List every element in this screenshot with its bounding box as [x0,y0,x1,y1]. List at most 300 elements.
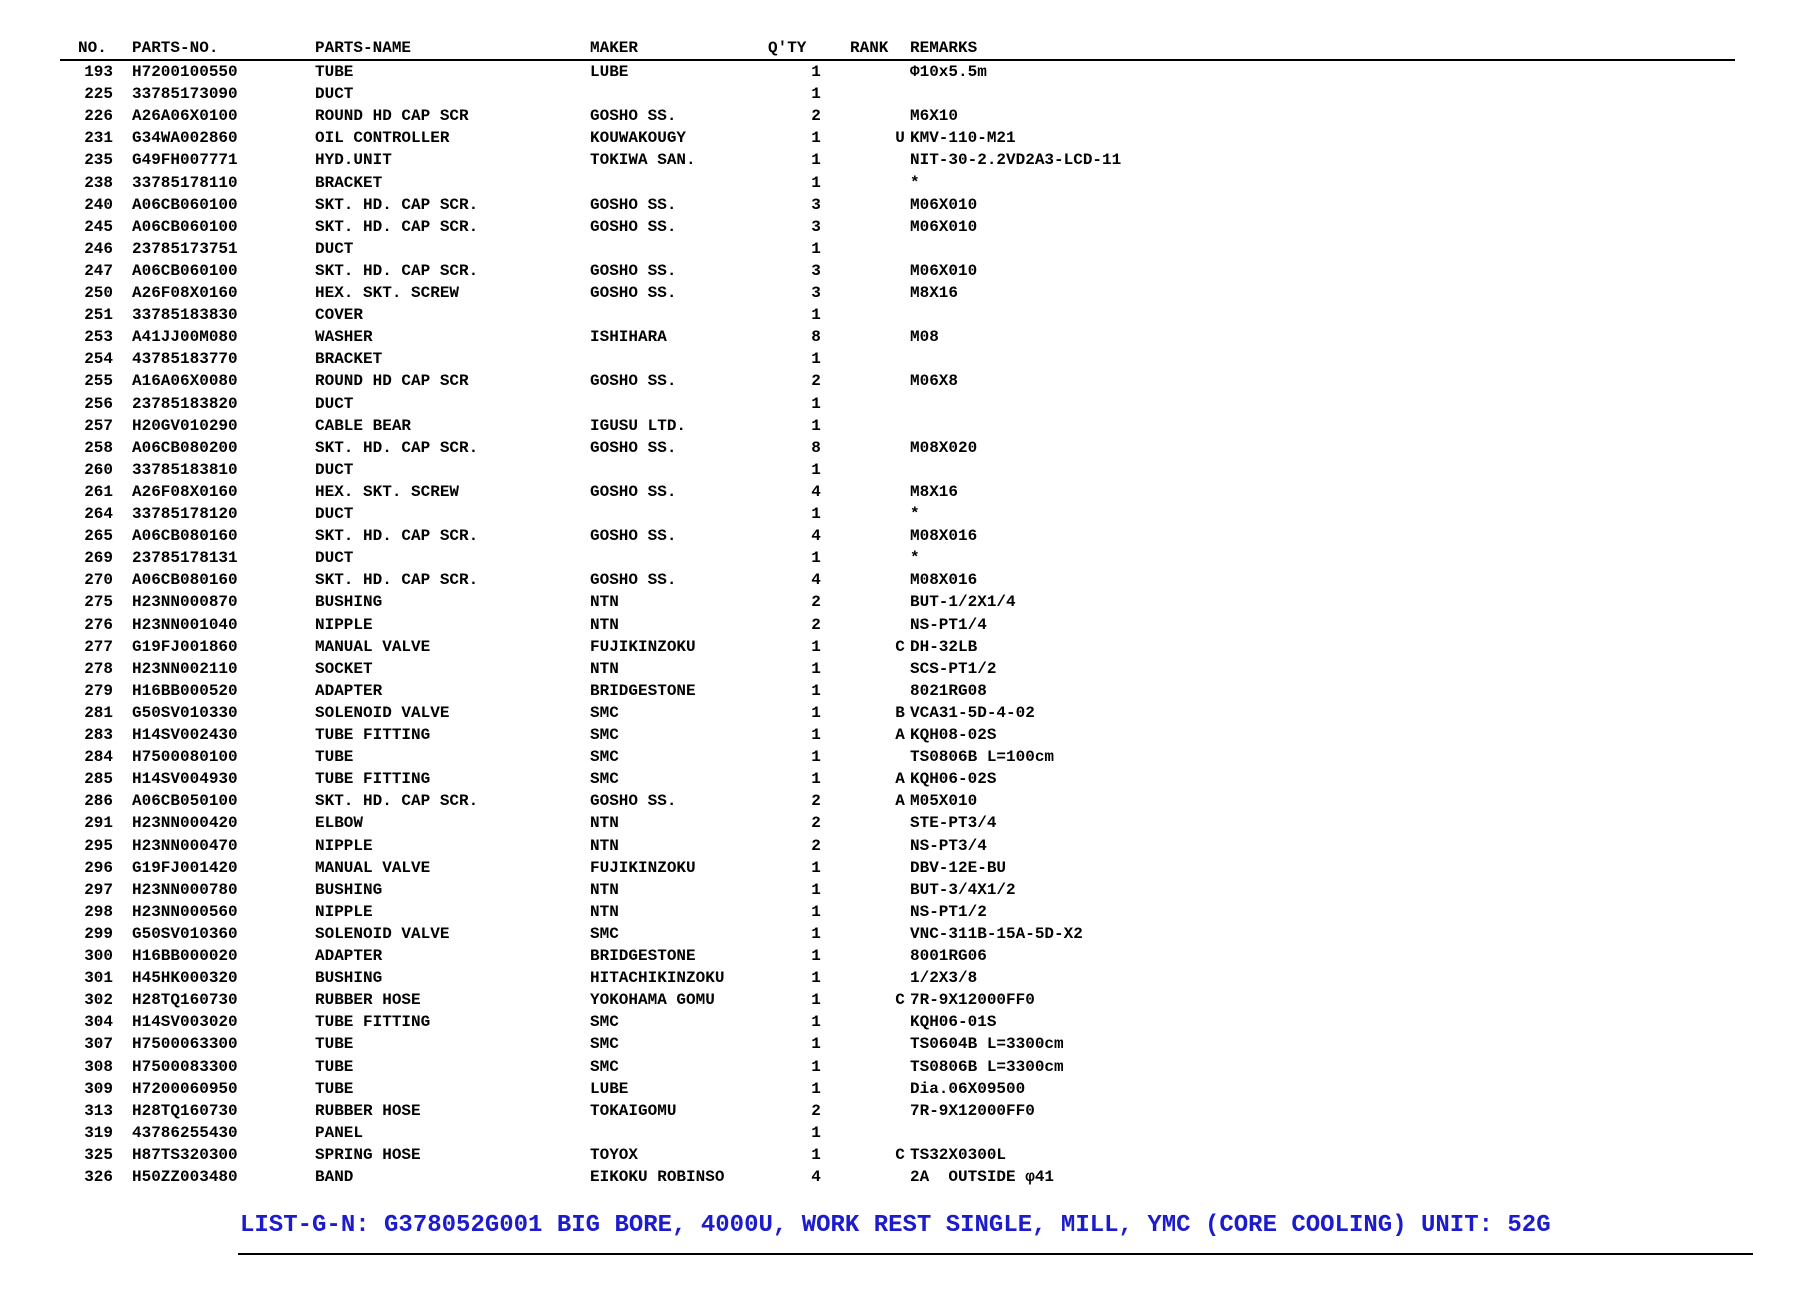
cell-maker: NTN [590,814,619,832]
cell-parts-no: H28TQ160730 [132,991,238,1009]
cell-parts-no: H23NN001040 [132,616,238,634]
cell-parts-no: A16A06X0080 [132,372,238,390]
cell-qty: 1 [811,174,821,192]
cell-qty: 2 [811,593,821,611]
table-row [60,393,1740,415]
cell-parts-name: OIL CONTROLLER [315,129,450,147]
cell-qty: 1 [811,638,821,656]
cell-qty: 4 [811,1168,821,1186]
cell-qty: 1 [811,969,821,987]
cell-rank: U [895,129,905,147]
cell-parts-no: H7200060950 [132,1080,238,1098]
cell-no: 297 [84,881,113,899]
cell-qty: 1 [811,505,821,523]
cell-qty: 3 [811,284,821,302]
cell-remarks: KMV-110-M21 [910,129,1016,147]
cell-maker: GOSHO SS. [590,196,677,214]
cell-parts-no: H23NN000560 [132,903,238,921]
table-row [60,216,1740,238]
cell-qty: 1 [811,991,821,1009]
cell-remarks: 7R-9X12000FF0 [910,1102,1035,1120]
cell-maker: LUBE [590,63,629,81]
header-no: NO. [78,39,107,57]
cell-no: 298 [84,903,113,921]
table-row [60,282,1740,304]
cell-no: 226 [84,107,113,125]
cell-no: 240 [84,196,113,214]
cell-remarks: KQH06-02S [910,770,997,788]
cell-no: 258 [84,439,113,457]
cell-parts-name: SKT. HD. CAP SCR. [315,262,479,280]
cell-no: 299 [84,925,113,943]
cell-remarks: Dia.06X09500 [910,1080,1026,1098]
cell-no: 256 [84,395,113,413]
cell-no: 246 [84,240,113,258]
cell-parts-name: NIPPLE [315,903,373,921]
table-row [60,1122,1740,1144]
cell-no: 261 [84,483,113,501]
cell-no: 285 [84,770,113,788]
cell-qty: 1 [811,1124,821,1142]
cell-qty: 1 [811,1080,821,1098]
table-header [60,37,1740,59]
header-qty: Q'TY [768,39,807,57]
cell-parts-no: H14SV002430 [132,726,238,744]
cell-no: 255 [84,372,113,390]
cell-parts-name: TUBE FITTING [315,726,431,744]
table-row [60,1056,1740,1078]
cell-parts-no: A06CB080160 [132,571,238,589]
cell-parts-name: HEX. SKT. SCREW [315,483,460,501]
cell-parts-name: SKT. HD. CAP SCR. [315,439,479,457]
cell-parts-no: H23NN000470 [132,837,238,855]
cell-no: 295 [84,837,113,855]
cell-parts-name: BUSHING [315,881,383,899]
cell-remarks: BUT-1/2X1/4 [910,593,1016,611]
cell-remarks: TS32X0300L [910,1146,1007,1164]
cell-remarks: M6X10 [910,107,959,125]
header-parts-no: PARTS-NO. [132,39,219,57]
cell-no: 253 [84,328,113,346]
cell-qty: 1 [811,660,821,678]
cell-qty: 1 [811,306,821,324]
cell-parts-no: G19FJ001420 [132,859,238,877]
cell-no: 309 [84,1080,113,1098]
table-row [60,437,1740,459]
cell-maker: GOSHO SS. [590,218,677,236]
cell-maker: GOSHO SS. [590,284,677,302]
cell-parts-name: DUCT [315,549,354,567]
cell-qty: 1 [811,549,821,567]
cell-parts-no: A41JJ00M080 [132,328,238,346]
cell-rank: A [895,770,905,788]
cell-parts-no: H23NN000870 [132,593,238,611]
cell-remarks: * [910,174,920,192]
table-row [60,459,1740,481]
cell-no: 302 [84,991,113,1009]
cell-parts-name: HYD.UNIT [315,151,392,169]
cell-remarks: KQH06-01S [910,1013,997,1031]
cell-qty: 1 [811,1058,821,1076]
table-row [60,1144,1740,1166]
cell-qty: 3 [811,262,821,280]
cell-no: 291 [84,814,113,832]
cell-parts-no: 43786255430 [132,1124,238,1142]
cell-maker: TOKIWA SAN. [590,151,696,169]
cell-parts-no: H7500083300 [132,1058,238,1076]
cell-remarks: * [910,505,920,523]
cell-parts-name: TUBE [315,748,354,766]
table-row [60,194,1740,216]
cell-no: 325 [84,1146,113,1164]
cell-maker: BRIDGESTONE [590,682,696,700]
cell-no: 238 [84,174,113,192]
cell-maker: FUJIKINZOKU [590,859,696,877]
table-row [60,989,1740,1011]
cell-maker: YOKOHAMA GOMU [590,991,715,1009]
cell-qty: 1 [811,859,821,877]
cell-parts-no: G50SV010330 [132,704,238,722]
cell-parts-name: NIPPLE [315,837,373,855]
cell-parts-name: DUCT [315,461,354,479]
table-row [60,614,1740,636]
cell-no: 313 [84,1102,113,1120]
table-row [60,1011,1740,1033]
cell-qty: 2 [811,107,821,125]
cell-maker: IGUSU LTD. [590,417,687,435]
cell-maker: SMC [590,726,619,744]
cell-remarks: M06X8 [910,372,959,390]
cell-no: 276 [84,616,113,634]
cell-parts-name: MANUAL VALVE [315,859,431,877]
cell-parts-no: H14SV003020 [132,1013,238,1031]
cell-parts-name: BUSHING [315,593,383,611]
cell-parts-no: 43785183770 [132,350,238,368]
cell-no: 275 [84,593,113,611]
cell-remarks: 8001RG06 [910,947,987,965]
header-rank: RANK [850,39,889,57]
cell-qty: 1 [811,925,821,943]
cell-parts-no: A06CB050100 [132,792,238,810]
cell-rank: A [895,792,905,810]
cell-rank: B [895,704,905,722]
cell-remarks: TS0604B L=3300cm [910,1035,1064,1053]
cell-remarks: M08 [910,328,939,346]
cell-maker: SMC [590,1013,619,1031]
cell-parts-no: G50SV010360 [132,925,238,943]
cell-parts-no: H7500063300 [132,1035,238,1053]
cell-qty: 3 [811,196,821,214]
cell-no: 281 [84,704,113,722]
cell-parts-no: 23785173751 [132,240,238,258]
cell-no: 308 [84,1058,113,1076]
cell-qty: 1 [811,682,821,700]
cell-remarks: NS-PT1/4 [910,616,987,634]
cell-qty: 8 [811,328,821,346]
cell-no: 300 [84,947,113,965]
table-row [60,812,1740,834]
cell-parts-name: SOLENOID VALVE [315,925,450,943]
cell-qty: 1 [811,1146,821,1164]
table-row [60,503,1740,525]
cell-parts-no: H50ZZ003480 [132,1168,238,1186]
cell-maker: NTN [590,593,619,611]
cell-remarks: M08X020 [910,439,978,457]
cell-parts-name: DUCT [315,240,354,258]
cell-qty: 1 [811,704,821,722]
cell-parts-no: A26F08X0160 [132,483,238,501]
cell-remarks: M06X010 [910,218,978,236]
table-row [60,768,1740,790]
cell-remarks: M06X010 [910,196,978,214]
cell-parts-no: 23785178131 [132,549,238,567]
cell-qty: 3 [811,218,821,236]
cell-qty: 2 [811,616,821,634]
cell-remarks: M8X16 [910,284,959,302]
table-row [60,945,1740,967]
cell-qty: 1 [811,417,821,435]
cell-parts-name: DUCT [315,85,354,103]
cell-no: 265 [84,527,113,545]
cell-parts-name: BRACKET [315,174,383,192]
cell-qty: 2 [811,1102,821,1120]
cell-maker: SMC [590,1058,619,1076]
cell-maker: NTN [590,903,619,921]
cell-maker: GOSHO SS. [590,372,677,390]
table-row [60,1078,1740,1100]
cell-parts-no: 33785183830 [132,306,238,324]
cell-parts-no: H23NN002110 [132,660,238,678]
footer-divider [238,1253,1753,1255]
table-row [60,105,1740,127]
cell-qty: 2 [811,814,821,832]
cell-no: 286 [84,792,113,810]
table-row [60,481,1740,503]
cell-maker: NTN [590,660,619,678]
cell-rank: C [895,1146,905,1164]
cell-no: 225 [84,85,113,103]
cell-parts-no: H7200100550 [132,63,238,81]
cell-remarks: NIT-30-2.2VD2A3-LCD-11 [910,151,1122,169]
cell-maker: NTN [590,616,619,634]
cell-parts-name: BAND [315,1168,354,1186]
cell-parts-name: TUBE FITTING [315,1013,431,1031]
cell-remarks: * [910,549,920,567]
cell-parts-name: SOLENOID VALVE [315,704,450,722]
cell-parts-name: SKT. HD. CAP SCR. [315,218,479,236]
cell-no: 296 [84,859,113,877]
table-row [60,127,1740,149]
cell-rank: C [895,991,905,1009]
cell-maker: FUJIKINZOKU [590,638,696,656]
cell-remarks: NS-PT3/4 [910,837,987,855]
cell-parts-name: TUBE FITTING [315,770,431,788]
cell-parts-name: CABLE BEAR [315,417,412,435]
table-row [60,149,1740,171]
cell-parts-no: G34WA002860 [132,129,238,147]
cell-parts-name: DUCT [315,505,354,523]
cell-remarks: M8X16 [910,483,959,501]
cell-parts-no: H45HK000320 [132,969,238,987]
cell-rank: A [895,726,905,744]
cell-remarks: DH-32LB [910,638,978,656]
cell-parts-name: ADAPTER [315,682,383,700]
cell-qty: 1 [811,63,821,81]
cell-parts-no: A06CB060100 [132,262,238,280]
table-row [60,415,1740,437]
table-row [60,658,1740,680]
cell-no: 193 [84,63,113,81]
cell-qty: 1 [811,770,821,788]
cell-qty: 1 [811,1013,821,1031]
cell-maker: EIKOKU ROBINSO [590,1168,725,1186]
cell-no: 277 [84,638,113,656]
cell-parts-name: SPRING HOSE [315,1146,421,1164]
cell-parts-no: A06CB060100 [132,218,238,236]
cell-parts-no: 33785178110 [132,174,238,192]
cell-no: 254 [84,350,113,368]
cell-no: 319 [84,1124,113,1142]
cell-remarks: 1/2X3/8 [910,969,978,987]
cell-no: 304 [84,1013,113,1031]
table-row [60,238,1740,260]
cell-no: 284 [84,748,113,766]
table-row [60,547,1740,569]
table-row [60,923,1740,945]
cell-no: 269 [84,549,113,567]
cell-qty: 1 [811,903,821,921]
cell-parts-name: SKT. HD. CAP SCR. [315,792,479,810]
cell-parts-name: RUBBER HOSE [315,1102,421,1120]
cell-maker: TOKAIGOMU [590,1102,677,1120]
cell-qty: 2 [811,372,821,390]
cell-qty: 8 [811,439,821,457]
cell-remarks: VCA31-5D-4-02 [910,704,1035,722]
header-parts-name: PARTS-NAME [315,39,412,57]
cell-parts-no: 33785178120 [132,505,238,523]
table-row [60,83,1740,105]
cell-parts-no: H20GV010290 [132,417,238,435]
cell-maker: ISHIHARA [590,328,667,346]
cell-parts-name: TUBE [315,1080,354,1098]
table-row [60,260,1740,282]
cell-parts-no: H14SV004930 [132,770,238,788]
cell-parts-no: H23NN000420 [132,814,238,832]
table-row [60,901,1740,923]
cell-parts-no: H16BB000020 [132,947,238,965]
cell-remarks: TS0806B L=100cm [910,748,1055,766]
cell-parts-no: H7500080100 [132,748,238,766]
cell-parts-no: G19FJ001860 [132,638,238,656]
cell-parts-name: SKT. HD. CAP SCR. [315,196,479,214]
table-row [60,348,1740,370]
cell-remarks: Φ10x5.5m [910,63,987,81]
cell-parts-name: TUBE [315,63,354,81]
cell-parts-no: H28TQ160730 [132,1102,238,1120]
cell-maker: TOYOX [590,1146,639,1164]
table-row [60,326,1740,348]
cell-remarks: M05X010 [910,792,978,810]
cell-maker: HITACHIKINZOKU [590,969,725,987]
cell-qty: 1 [811,240,821,258]
cell-parts-no: H16BB000520 [132,682,238,700]
cell-remarks: M06X010 [910,262,978,280]
cell-parts-name: ROUND HD CAP SCR [315,372,469,390]
table-row [60,967,1740,989]
cell-remarks: BUT-3/4X1/2 [910,881,1016,899]
cell-maker: NTN [590,837,619,855]
table-row [60,172,1740,194]
table-row [60,370,1740,392]
cell-no: 307 [84,1035,113,1053]
cell-parts-name: RUBBER HOSE [315,991,421,1009]
table-row [60,1166,1740,1188]
cell-qty: 1 [811,726,821,744]
table-row [60,790,1740,812]
cell-parts-name: SKT. HD. CAP SCR. [315,527,479,545]
cell-parts-no: A06CB060100 [132,196,238,214]
cell-no: 283 [84,726,113,744]
header-remarks: REMARKS [910,39,978,57]
cell-remarks: VNC-311B-15A-5D-X2 [910,925,1083,943]
cell-parts-no: A06CB080160 [132,527,238,545]
cell-remarks: 7R-9X12000FF0 [910,991,1035,1009]
table-row [60,702,1740,724]
cell-qty: 1 [811,1035,821,1053]
cell-parts-name: SKT. HD. CAP SCR. [315,571,479,589]
cell-qty: 1 [811,461,821,479]
table-row [60,746,1740,768]
cell-maker: SMC [590,1035,619,1053]
cell-maker: GOSHO SS. [590,792,677,810]
cell-parts-no: H23NN000780 [132,881,238,899]
cell-no: 257 [84,417,113,435]
cell-maker: NTN [590,881,619,899]
cell-no: 301 [84,969,113,987]
cell-qty: 1 [811,748,821,766]
cell-maker: SMC [590,925,619,943]
cell-rank: C [895,638,905,656]
table-row [60,636,1740,658]
cell-parts-name: WASHER [315,328,373,346]
cell-qty: 4 [811,483,821,501]
cell-maker: LUBE [590,1080,629,1098]
cell-remarks: M08X016 [910,571,978,589]
cell-no: 264 [84,505,113,523]
table-row [60,61,1740,83]
cell-parts-name: COVER [315,306,364,324]
header-maker: MAKER [590,39,639,57]
cell-maker: GOSHO SS. [590,439,677,457]
cell-qty: 1 [811,85,821,103]
cell-maker: GOSHO SS. [590,107,677,125]
cell-remarks: STE-PT3/4 [910,814,997,832]
cell-remarks: KQH08-02S [910,726,997,744]
cell-parts-name: DUCT [315,395,354,413]
cell-no: 326 [84,1168,113,1186]
cell-parts-no: A06CB080200 [132,439,238,457]
cell-qty: 2 [811,792,821,810]
table-row [60,680,1740,702]
cell-parts-no: H87TS320300 [132,1146,238,1164]
cell-parts-no: 33785183810 [132,461,238,479]
cell-maker: GOSHO SS. [590,262,677,280]
cell-remarks: SCS-PT1/2 [910,660,997,678]
cell-parts-no: A26F08X0160 [132,284,238,302]
cell-no: 247 [84,262,113,280]
cell-qty: 1 [811,129,821,147]
cell-maker: BRIDGESTONE [590,947,696,965]
